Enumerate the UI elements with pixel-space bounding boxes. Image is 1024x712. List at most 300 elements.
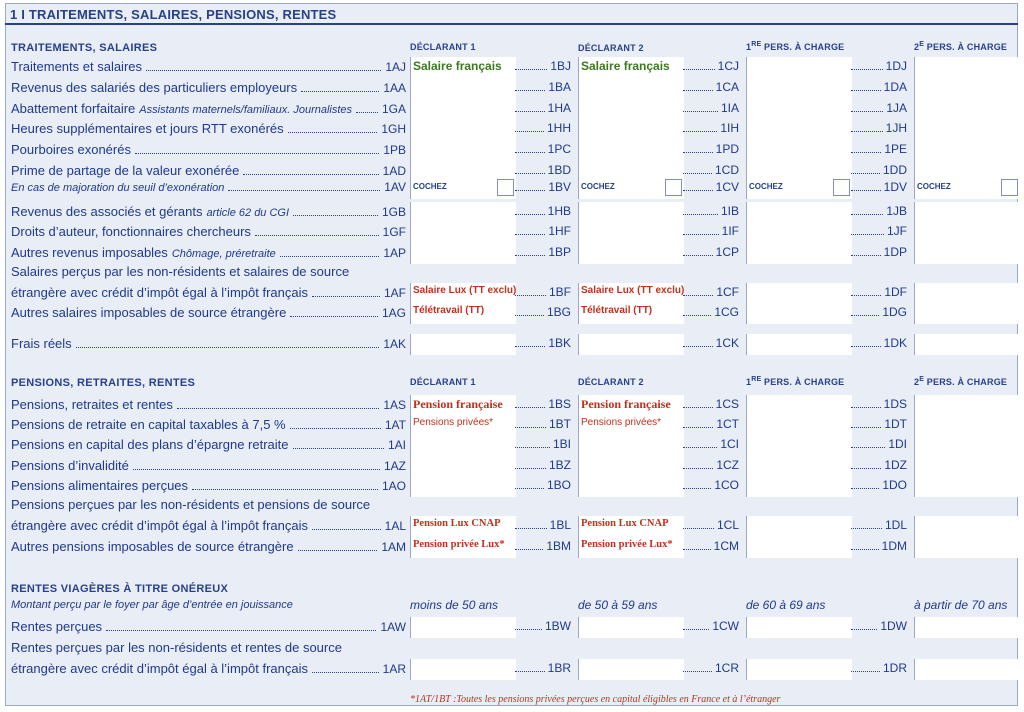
box-code-leader bbox=[851, 59, 907, 74]
dot-leader bbox=[255, 235, 379, 236]
dot-leader bbox=[515, 234, 545, 235]
box-code: 1GF bbox=[382, 225, 406, 239]
row-label-text: Frais réels bbox=[11, 336, 72, 351]
checkbox[interactable] bbox=[1001, 179, 1018, 196]
form-row bbox=[0, 617, 1024, 638]
input-box-1hh[interactable] bbox=[578, 119, 684, 140]
box-code: 1DG bbox=[882, 305, 907, 319]
form-row bbox=[0, 243, 1024, 264]
form-row bbox=[0, 119, 1024, 140]
input-box-1bi[interactable] bbox=[578, 435, 684, 456]
dot-leader bbox=[683, 173, 712, 174]
input-box-1ao[interactable] bbox=[410, 476, 516, 497]
form-row bbox=[0, 178, 1024, 199]
title-divider bbox=[5, 23, 1018, 25]
box-code: 1JA bbox=[886, 101, 907, 115]
input-box-1pe[interactable] bbox=[914, 140, 1020, 161]
dot-leader bbox=[683, 468, 713, 469]
box-code: 1DK bbox=[883, 336, 907, 350]
row-label-text: Revenus des salariés des particuliers employeurs bbox=[11, 80, 298, 95]
dot-leader bbox=[515, 407, 545, 408]
dot-leader bbox=[515, 295, 546, 296]
input-box-1gb[interactable] bbox=[410, 202, 516, 223]
input-box-1bs[interactable] bbox=[578, 395, 684, 416]
box-code: 1CT bbox=[716, 417, 739, 431]
box-code: 1AO bbox=[381, 479, 406, 493]
input-box-1ds[interactable] bbox=[914, 395, 1020, 416]
input-box-1dr[interactable] bbox=[914, 659, 1020, 680]
dot-leader bbox=[683, 255, 713, 256]
entered-value: Pension française bbox=[413, 397, 503, 411]
section-heading-salaires: TRAITEMENTS, SALAIRES bbox=[11, 42, 158, 54]
input-box-1jf[interactable] bbox=[914, 222, 1020, 243]
box-code-leader bbox=[683, 204, 739, 219]
form-row bbox=[0, 99, 1024, 120]
dot-leader bbox=[301, 91, 379, 92]
box-code-leader bbox=[515, 121, 571, 136]
dot-leader bbox=[851, 315, 879, 316]
box-code: 1CV bbox=[715, 180, 739, 194]
box-code-leader bbox=[683, 305, 739, 320]
input-box-1dg[interactable] bbox=[914, 303, 1020, 324]
row-label bbox=[11, 142, 406, 158]
input-box-1ha[interactable] bbox=[578, 99, 684, 120]
box-code: 1BD bbox=[547, 163, 571, 177]
input-box-1cr[interactable] bbox=[746, 659, 852, 680]
input-box-1co[interactable] bbox=[746, 476, 852, 497]
box-code: 1BV bbox=[548, 180, 571, 194]
input-box-1jb[interactable] bbox=[914, 202, 1020, 223]
row-label bbox=[11, 478, 406, 494]
dot-leader bbox=[851, 214, 883, 215]
col-header-declarant2-pensions: DÉCLARANT 2 bbox=[578, 377, 644, 387]
input-box-1ct[interactable] bbox=[746, 415, 852, 436]
row-label-line1: Salaires perçus par les non-résidents et salaires de source bbox=[11, 264, 350, 279]
entered-value: Pension privée Lux* bbox=[581, 539, 673, 550]
checkbox[interactable] bbox=[497, 179, 514, 196]
entered-value: Salaire Lux (TT exclu) bbox=[413, 285, 517, 296]
box-code: 1AD bbox=[382, 164, 406, 178]
row-label bbox=[11, 305, 406, 321]
box-code-leader bbox=[515, 336, 571, 351]
input-box-1ci[interactable] bbox=[746, 435, 852, 456]
form-row bbox=[0, 456, 1024, 477]
box-code: 1AS bbox=[383, 398, 406, 412]
box-code: 1PE bbox=[884, 142, 907, 156]
input-box-1ak[interactable] bbox=[410, 334, 516, 355]
dot-leader bbox=[290, 428, 381, 429]
entered-value: Télétravail (TT) bbox=[581, 305, 653, 316]
input-box-1ap[interactable] bbox=[410, 243, 516, 264]
box-code-leader bbox=[515, 80, 571, 95]
age-label-under-50: moins de 50 ans bbox=[410, 598, 499, 612]
box-code-leader bbox=[851, 163, 907, 178]
box-code: 1DA bbox=[883, 80, 907, 94]
dot-leader bbox=[851, 295, 881, 296]
row-label-line1: Pensions perçues par les non-résidents et pensions de source bbox=[11, 497, 371, 512]
col-header-declarant1-pensions: DÉCLARANT 1 bbox=[410, 377, 476, 387]
input-box-1al[interactable] bbox=[410, 516, 516, 537]
row-label bbox=[11, 180, 406, 195]
input-box-1ca[interactable] bbox=[746, 78, 852, 99]
input-box-1hf[interactable] bbox=[578, 222, 684, 243]
box-code: 1DR bbox=[882, 661, 907, 675]
box-code-leader bbox=[515, 539, 571, 554]
input-box-1bg[interactable] bbox=[578, 303, 684, 324]
row-label-text: Revenus des associés et gérants bbox=[11, 204, 203, 219]
box-code-leader bbox=[515, 619, 571, 634]
footnote: *1AT/1BT :Toutes les pensions privées perçues en capital éligibles en France et à l’étranger bbox=[410, 694, 781, 705]
dot-leader bbox=[851, 468, 881, 469]
input-box-1bk[interactable] bbox=[578, 334, 684, 355]
box-code: 1DP bbox=[883, 245, 907, 259]
box-code: 1DF bbox=[884, 285, 907, 299]
dot-leader bbox=[683, 671, 712, 672]
box-code: 1HH bbox=[546, 121, 571, 135]
input-box-1pd[interactable] bbox=[746, 140, 852, 161]
box-code: 1JB bbox=[886, 204, 907, 218]
box-code: 1DJ bbox=[885, 59, 907, 73]
input-box-1ja[interactable] bbox=[914, 99, 1020, 120]
input-box-1cm[interactable] bbox=[746, 537, 852, 558]
dot-leader bbox=[851, 671, 880, 672]
input-box-1bw[interactable] bbox=[578, 617, 684, 638]
input-box-1jh[interactable] bbox=[914, 119, 1020, 140]
input-box-1bj[interactable] bbox=[578, 57, 684, 78]
col-header-pers2: $2^E$ PERS. À CHARGE bbox=[914, 41, 1008, 52]
entered-value: Salaire français bbox=[413, 59, 502, 73]
dot-leader bbox=[851, 407, 881, 408]
box-code-leader bbox=[683, 180, 739, 195]
dot-leader bbox=[851, 488, 879, 489]
dot-leader bbox=[683, 488, 711, 489]
form-row bbox=[0, 140, 1024, 161]
form-row bbox=[0, 537, 1024, 558]
row-label bbox=[11, 417, 406, 433]
checkbox[interactable] bbox=[833, 179, 850, 196]
box-code: 1BW bbox=[544, 619, 571, 633]
input-box-1aj[interactable] bbox=[410, 57, 516, 78]
box-code: 1DL bbox=[884, 518, 907, 532]
input-box-1ar[interactable] bbox=[410, 659, 516, 680]
dot-leader bbox=[515, 629, 542, 630]
form-title: 1 I TRAITEMENTS, SALAIRES, PENSIONS, RENTES bbox=[10, 7, 337, 22]
input-box-1ai[interactable] bbox=[410, 435, 516, 456]
box-code: 1PD bbox=[715, 142, 739, 156]
box-code-leader bbox=[851, 539, 907, 554]
box-code-leader bbox=[851, 336, 907, 351]
row-label-text: Pensions en capital des plans d’épargne retraite bbox=[11, 437, 289, 452]
input-box-1as[interactable] bbox=[410, 395, 516, 416]
box-code: 1CS bbox=[715, 397, 739, 411]
box-code: 1AI bbox=[387, 438, 406, 452]
input-box-1gf[interactable] bbox=[410, 222, 516, 243]
box-code: 1IA bbox=[720, 101, 739, 115]
box-code: 1BK bbox=[548, 336, 571, 350]
box-code-leader bbox=[515, 661, 571, 676]
dot-leader bbox=[515, 255, 545, 256]
dot-leader bbox=[851, 549, 879, 550]
box-code: 1DZ bbox=[884, 458, 907, 472]
input-box-1cl[interactable] bbox=[746, 516, 852, 537]
dot-leader bbox=[515, 549, 543, 550]
box-code: 1CA bbox=[715, 80, 739, 94]
entered-value: Pensions privées* bbox=[413, 417, 494, 428]
row-label bbox=[11, 661, 406, 677]
box-code-leader bbox=[683, 478, 739, 493]
input-box-1dp[interactable] bbox=[914, 243, 1020, 264]
input-box-1df[interactable] bbox=[914, 283, 1020, 304]
box-code-leader bbox=[683, 245, 739, 260]
input-box-1dv[interactable] bbox=[914, 178, 1020, 199]
box-code-leader bbox=[683, 417, 739, 432]
dot-leader bbox=[851, 152, 881, 153]
row-label-text: Pourboires exonérés bbox=[11, 142, 131, 157]
box-code: 1CJ bbox=[717, 59, 739, 73]
row-label bbox=[11, 80, 406, 96]
input-box-1cv[interactable] bbox=[746, 178, 852, 199]
input-box-1ia[interactable] bbox=[746, 99, 852, 120]
box-code-leader bbox=[515, 101, 571, 116]
input-box-1pc[interactable] bbox=[578, 140, 684, 161]
box-code-leader bbox=[515, 59, 571, 74]
input-box-1pb[interactable] bbox=[410, 140, 516, 161]
input-box-1ih[interactable] bbox=[746, 119, 852, 140]
dot-leader bbox=[683, 190, 713, 191]
entered-value: Salaire français bbox=[581, 59, 670, 73]
dot-leader bbox=[683, 528, 714, 529]
dot-leader bbox=[515, 528, 547, 529]
box-code: 1HA bbox=[547, 101, 571, 115]
input-box-1br[interactable] bbox=[578, 659, 684, 680]
box-code: 1AA bbox=[383, 81, 406, 95]
row-label-text: Pensions, retraites et rentes bbox=[11, 397, 173, 412]
row-label-text: Pensions alimentaires perçues bbox=[11, 478, 189, 493]
box-code: 1AM bbox=[381, 540, 406, 554]
box-code: 1BG bbox=[546, 305, 571, 319]
box-code: 1CF bbox=[716, 285, 739, 299]
dot-leader bbox=[312, 296, 380, 297]
entered-value: Salaire Lux (TT exclu) bbox=[581, 285, 685, 296]
input-box-1cj[interactable] bbox=[746, 57, 852, 78]
input-box-1av[interactable] bbox=[410, 178, 516, 199]
dot-leader bbox=[683, 447, 717, 448]
box-code: 1CI bbox=[720, 437, 739, 451]
dot-leader bbox=[683, 90, 713, 91]
row-label bbox=[11, 397, 406, 413]
box-code: 1BI bbox=[552, 437, 571, 451]
entered-value: Pension Lux CNAP bbox=[581, 518, 669, 529]
box-code: 1DO bbox=[882, 478, 907, 492]
dot-leader bbox=[146, 70, 381, 71]
box-code: 1BA bbox=[548, 80, 571, 94]
input-box-1af[interactable] bbox=[410, 283, 516, 304]
dot-leader bbox=[312, 672, 379, 673]
box-code: 1DM bbox=[881, 539, 907, 553]
box-code: 1IF bbox=[721, 224, 739, 238]
box-code: 1DT bbox=[884, 417, 907, 431]
row-label bbox=[11, 245, 406, 261]
input-box-1bo[interactable] bbox=[578, 476, 684, 497]
input-box-1bm[interactable] bbox=[578, 537, 684, 558]
input-box-1do[interactable] bbox=[914, 476, 1020, 497]
input-box-1cw[interactable] bbox=[746, 617, 852, 638]
dot-leader bbox=[515, 90, 545, 91]
input-box-1dl[interactable] bbox=[914, 516, 1020, 537]
box-code: 1BM bbox=[546, 539, 571, 553]
box-code-leader bbox=[851, 180, 907, 195]
dot-leader bbox=[683, 295, 713, 296]
dot-leader bbox=[683, 427, 713, 428]
input-box-1cp[interactable] bbox=[746, 243, 852, 264]
row-label-text: Prime de partage de la valeur exonérée bbox=[11, 163, 240, 178]
input-box-1cf[interactable] bbox=[746, 283, 852, 304]
row-label-text: En cas de majoration du seuil d’exonération bbox=[11, 182, 225, 194]
dot-leader bbox=[851, 528, 882, 529]
row-label bbox=[11, 619, 406, 635]
row-label-text: Traitements et salaires bbox=[11, 59, 143, 74]
section-heading-rentes: RENTES VIAGÈRES À TITRE ONÉREUX bbox=[11, 583, 229, 595]
box-code: 1CG bbox=[714, 305, 739, 319]
input-box-1cs[interactable] bbox=[746, 395, 852, 416]
input-box-1az[interactable] bbox=[410, 456, 516, 477]
box-code: 1DS bbox=[883, 397, 907, 411]
input-box-1hb[interactable] bbox=[578, 202, 684, 223]
box-code: 1AR bbox=[382, 662, 406, 676]
dot-leader bbox=[683, 407, 713, 408]
dot-leader bbox=[515, 69, 547, 70]
entered-value: Pension française bbox=[581, 397, 671, 411]
box-code: 1BL bbox=[549, 518, 571, 532]
box-code-leader bbox=[515, 458, 571, 473]
input-box-1bz[interactable] bbox=[578, 456, 684, 477]
input-box-1cz[interactable] bbox=[746, 456, 852, 477]
box-code: 1BF bbox=[548, 285, 571, 299]
box-code-leader bbox=[683, 163, 739, 178]
input-box-1ga[interactable] bbox=[410, 99, 516, 120]
row-label bbox=[11, 101, 406, 117]
box-code-leader bbox=[851, 417, 907, 432]
input-box-1aw[interactable] bbox=[410, 617, 516, 638]
row-label bbox=[11, 59, 406, 75]
dot-leader bbox=[683, 111, 718, 112]
box-code-leader bbox=[683, 619, 739, 634]
form-row bbox=[0, 222, 1024, 243]
dot-leader bbox=[515, 468, 546, 469]
box-code-leader bbox=[683, 397, 739, 412]
box-code: 1DW bbox=[880, 619, 907, 633]
section-heading-pensions: PENSIONS, RETRAITES, RENTES bbox=[11, 377, 196, 389]
age-label-60-69: de 60 à 69 ans bbox=[746, 598, 826, 612]
row-label-text: Pensions de retraite en capital taxables à 7,5 % bbox=[11, 417, 286, 432]
input-box-1dj[interactable] bbox=[914, 57, 1020, 78]
input-box-1ba[interactable] bbox=[578, 78, 684, 99]
box-code-leader bbox=[851, 619, 907, 634]
input-box-1aa[interactable] bbox=[410, 78, 516, 99]
box-code-leader bbox=[683, 142, 739, 157]
box-code-leader bbox=[683, 101, 739, 116]
dot-leader bbox=[683, 346, 713, 347]
input-box-1ib[interactable] bbox=[746, 202, 852, 223]
input-box-1bv[interactable] bbox=[578, 178, 684, 199]
box-code: 1HB bbox=[547, 204, 571, 218]
input-box-1bl[interactable] bbox=[578, 516, 684, 537]
dot-leader bbox=[851, 90, 881, 91]
box-code-leader bbox=[851, 518, 907, 533]
row-label-text: Autres revenus imposables bbox=[11, 245, 168, 260]
input-box-1if[interactable] bbox=[746, 222, 852, 243]
row-label-text: étrangère avec crédit d’impôt égal à l’impôt français bbox=[11, 518, 308, 533]
box-code: 1AW bbox=[380, 620, 406, 634]
box-code: 1DI bbox=[888, 437, 907, 451]
row-label bbox=[11, 437, 406, 453]
dot-leader bbox=[683, 629, 709, 630]
input-box-1ag[interactable] bbox=[410, 303, 516, 324]
box-code: 1BS bbox=[548, 397, 571, 411]
input-box-1dw[interactable] bbox=[914, 617, 1020, 638]
box-code-leader bbox=[851, 478, 907, 493]
box-code: 1PC bbox=[547, 142, 571, 156]
input-box-1bp[interactable] bbox=[578, 243, 684, 264]
dot-leader bbox=[515, 190, 545, 191]
dot-leader bbox=[683, 214, 718, 215]
input-box-1di[interactable] bbox=[914, 435, 1020, 456]
dot-leader bbox=[312, 529, 381, 530]
checkbox[interactable] bbox=[665, 179, 682, 196]
box-code-leader bbox=[515, 180, 571, 195]
input-box-1gh[interactable] bbox=[410, 119, 516, 140]
dot-leader bbox=[515, 315, 544, 316]
dot-leader bbox=[683, 69, 715, 70]
entered-value: Pension privée Lux* bbox=[413, 539, 505, 550]
input-box-1ck[interactable] bbox=[746, 334, 852, 355]
box-code: 1AP bbox=[383, 246, 406, 260]
form-row bbox=[0, 334, 1024, 355]
box-code: 1CP bbox=[715, 245, 739, 259]
cochez-label: COCHEZ bbox=[581, 182, 615, 191]
box-code-leader bbox=[851, 204, 907, 219]
box-code: 1GB bbox=[381, 205, 406, 219]
row-label-text: Pensions d’invalidité bbox=[11, 458, 129, 473]
box-code-leader bbox=[515, 142, 571, 157]
dot-leader bbox=[177, 408, 379, 409]
input-box-1dm[interactable] bbox=[914, 537, 1020, 558]
input-box-1dt[interactable] bbox=[914, 415, 1020, 436]
box-code-leader bbox=[515, 245, 571, 260]
input-box-1at[interactable] bbox=[410, 415, 516, 436]
input-box-1dk[interactable] bbox=[914, 334, 1020, 355]
dot-leader bbox=[515, 427, 546, 428]
entered-value: Pensions privées* bbox=[581, 417, 662, 428]
box-code: 1IH bbox=[720, 121, 739, 135]
dot-leader bbox=[243, 174, 378, 175]
row-label-text: Heures supplémentaires et jours RTT exonérés bbox=[11, 121, 284, 136]
box-code-leader bbox=[851, 285, 907, 300]
input-box-1bf[interactable] bbox=[578, 283, 684, 304]
input-box-1dz[interactable] bbox=[914, 456, 1020, 477]
box-code-leader bbox=[851, 101, 907, 116]
input-box-1da[interactable] bbox=[914, 78, 1020, 99]
row-label bbox=[11, 224, 406, 240]
input-box-1am[interactable] bbox=[410, 537, 516, 558]
dot-leader bbox=[192, 489, 378, 490]
input-box-1cg[interactable] bbox=[746, 303, 852, 324]
dot-leader bbox=[76, 347, 380, 348]
input-box-1bt[interactable] bbox=[578, 415, 684, 436]
box-code: 1GH bbox=[381, 122, 406, 136]
form-row bbox=[0, 202, 1024, 223]
dot-leader bbox=[106, 630, 376, 631]
